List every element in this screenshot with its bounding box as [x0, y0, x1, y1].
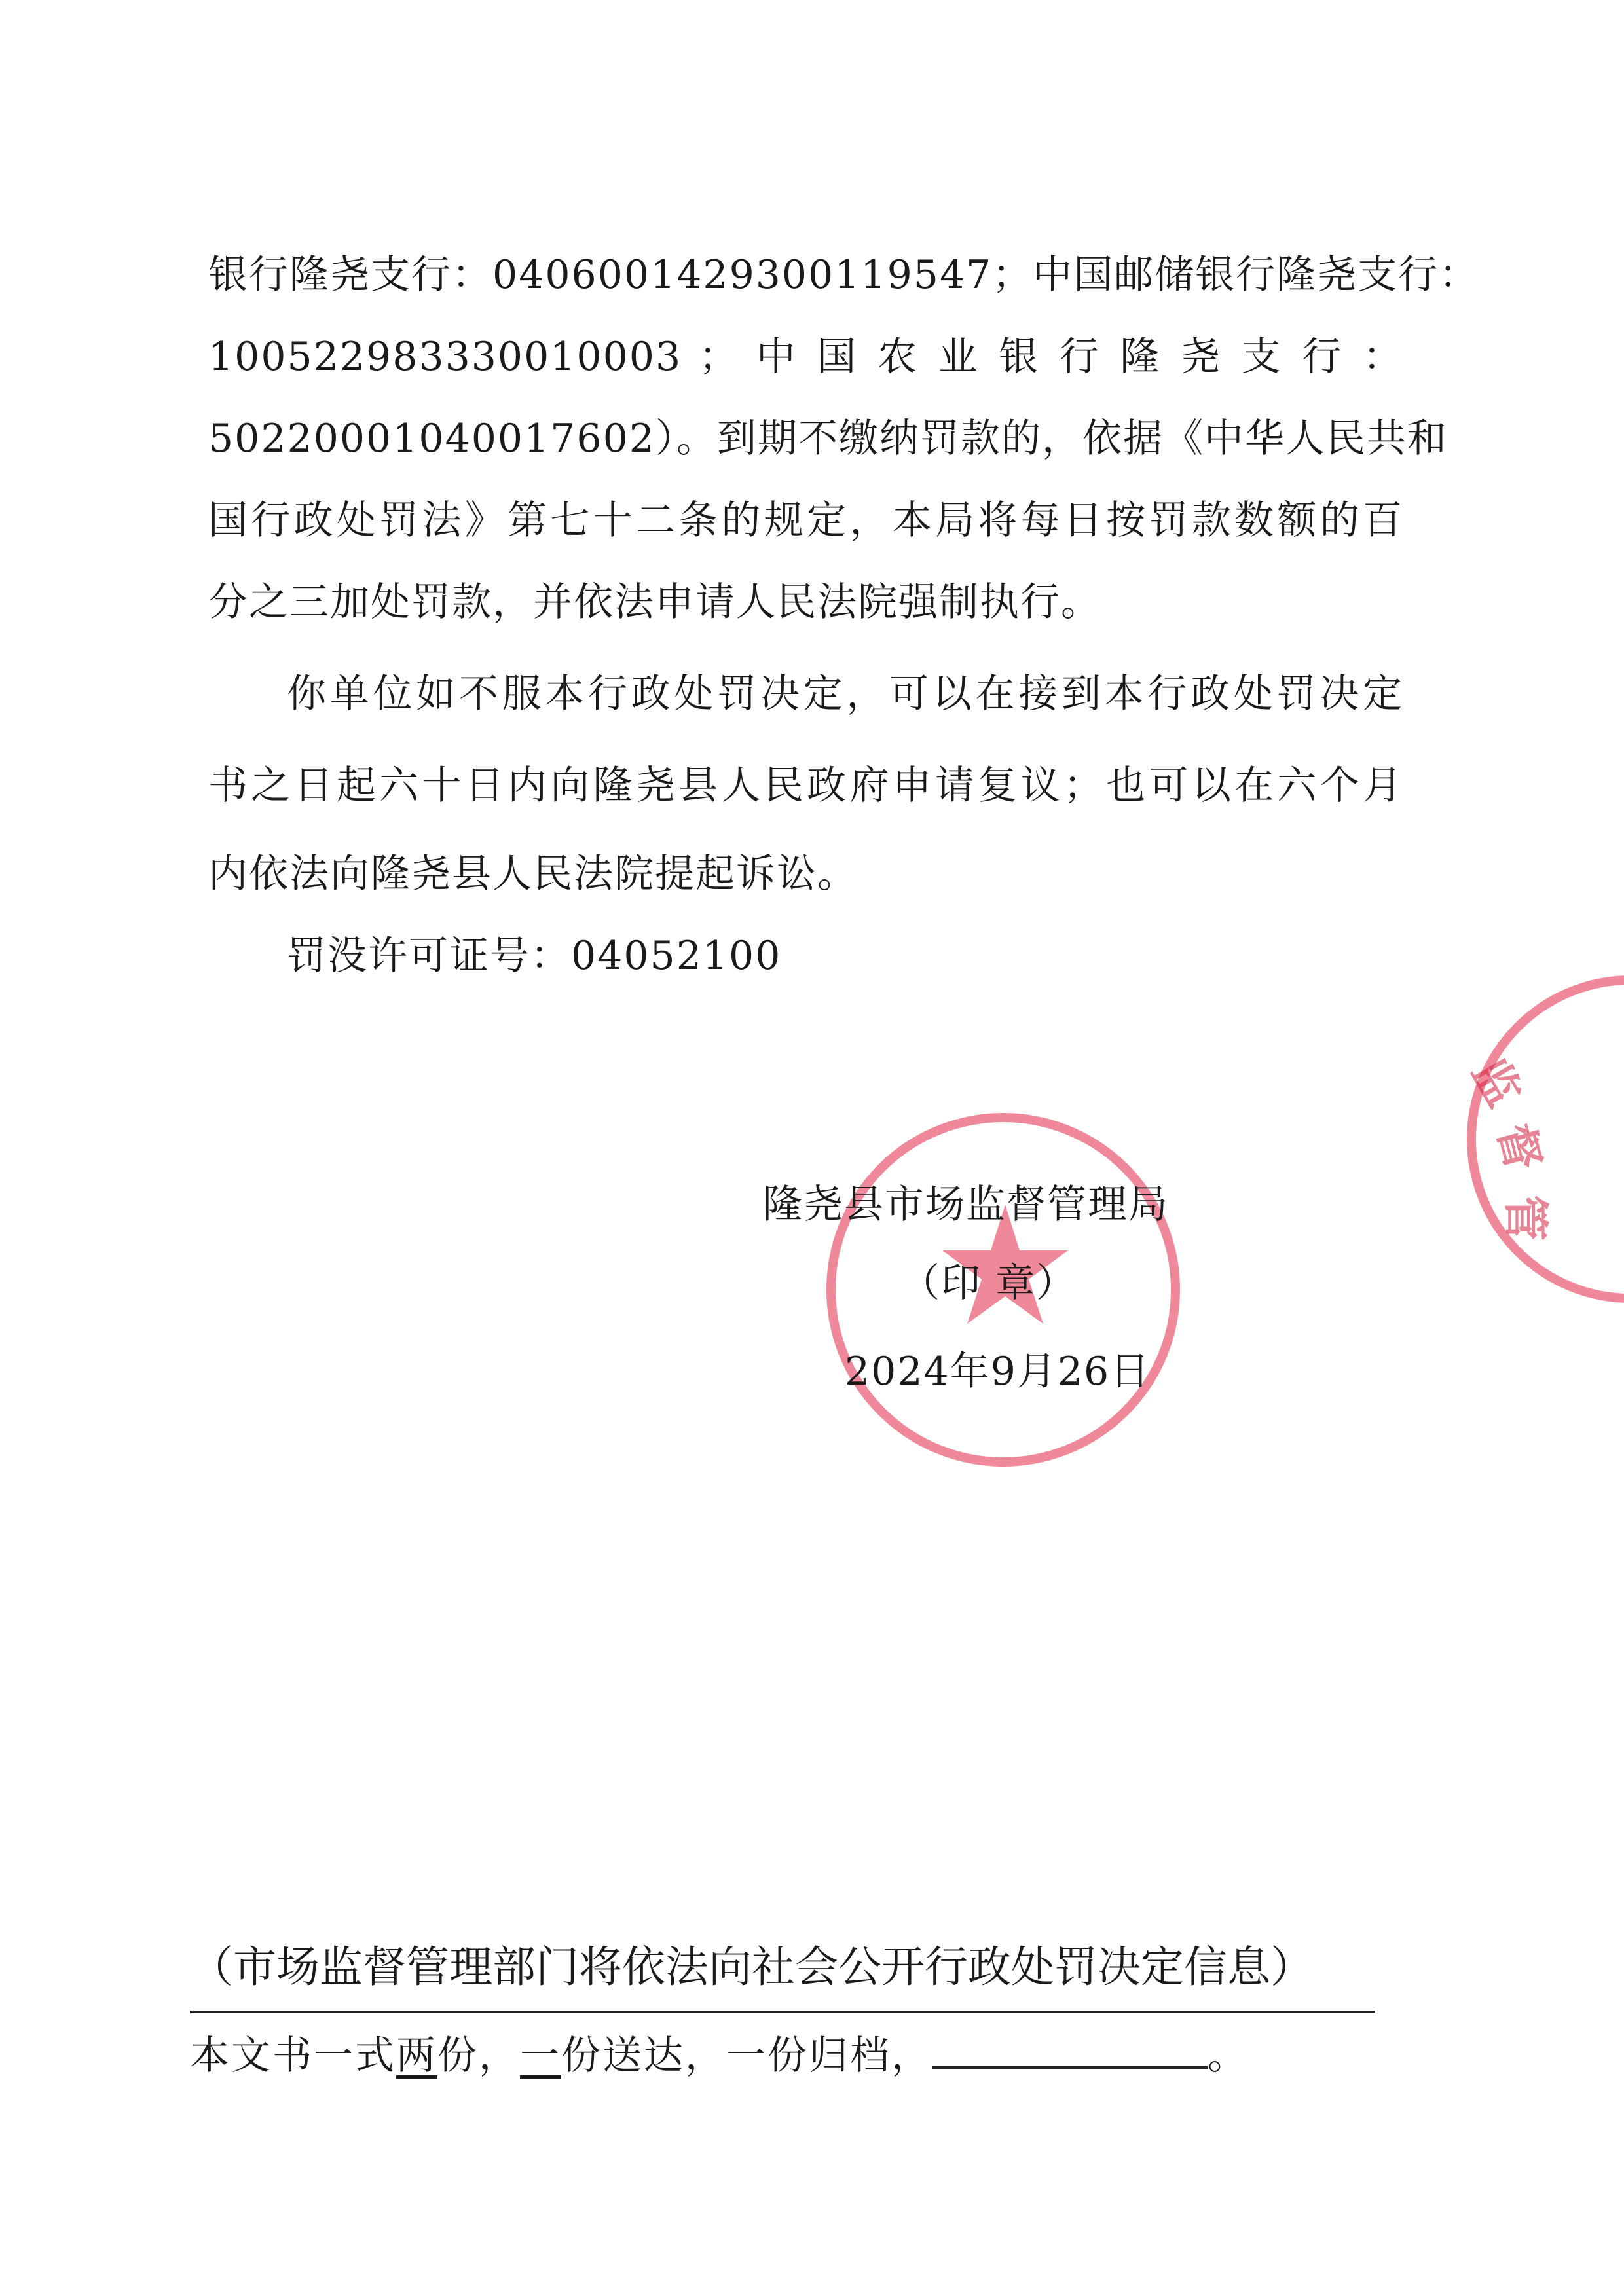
- end-mark: 。: [1208, 2033, 1249, 2079]
- delivered-count: 一: [520, 2033, 561, 2079]
- footer-divider: [190, 2011, 1375, 2013]
- appeal-line-3: 内依法向隆尧县人民法院提起诉讼。: [208, 851, 858, 897]
- issue-date: 2024年9月26日: [845, 1349, 1151, 1394]
- appeal-line-1: 你单位如不服本行政处罚决定，可以在接到本行政处罚决定: [287, 671, 1403, 717]
- copies-rest: 份送达，一份归档，: [561, 2033, 932, 2079]
- partial-seal-glyph: 督: [1487, 1118, 1552, 1176]
- body-line-1: 银行隆尧支行：040600142930011954​7；中国邮储银行隆尧支行：: [208, 252, 1480, 298]
- disclosure-note: （市场监督管理部门将依法向社会公开行政处罚决定信息）: [190, 1942, 1314, 1992]
- copies-count: 两: [396, 2033, 437, 2079]
- partial-seal-glyph: 监: [1462, 1048, 1532, 1116]
- issuing-agency: 隆尧县市场监督管理局: [763, 1182, 1169, 1228]
- fill-in-blank[interactable]: [932, 2027, 1208, 2069]
- partial-seal-glyph: 管: [1498, 1195, 1553, 1241]
- appeal-line-2: 书之日起六十日内向隆尧县人民政府申请复议；也可以在六个月: [208, 763, 1403, 809]
- body-line-3: 50220001040017602）。到期不缴纳罚款的，依据《中华人民共和: [208, 416, 1448, 462]
- license-number: 罚没许可证号：04052100: [287, 933, 782, 979]
- body-line-5: 分之三加处罚款，并依法申请人民法院强制执行。: [208, 579, 1101, 625]
- body-line-2: 10052298333001000​3 ； 中 国 农 业 银 行 隆 尧 支 行 ：: [208, 334, 1403, 380]
- copies-mid: 份，: [437, 2033, 520, 2079]
- body-line-4: 国行政处罚法》第七十二条的规定，本局将每日按罚款数额的百: [208, 498, 1403, 543]
- seal-label: （印 章）: [900, 1260, 1077, 1306]
- copies-prefix: 本文书一式: [190, 2033, 396, 2079]
- copies-statement: [190, 2023, 1249, 2088]
